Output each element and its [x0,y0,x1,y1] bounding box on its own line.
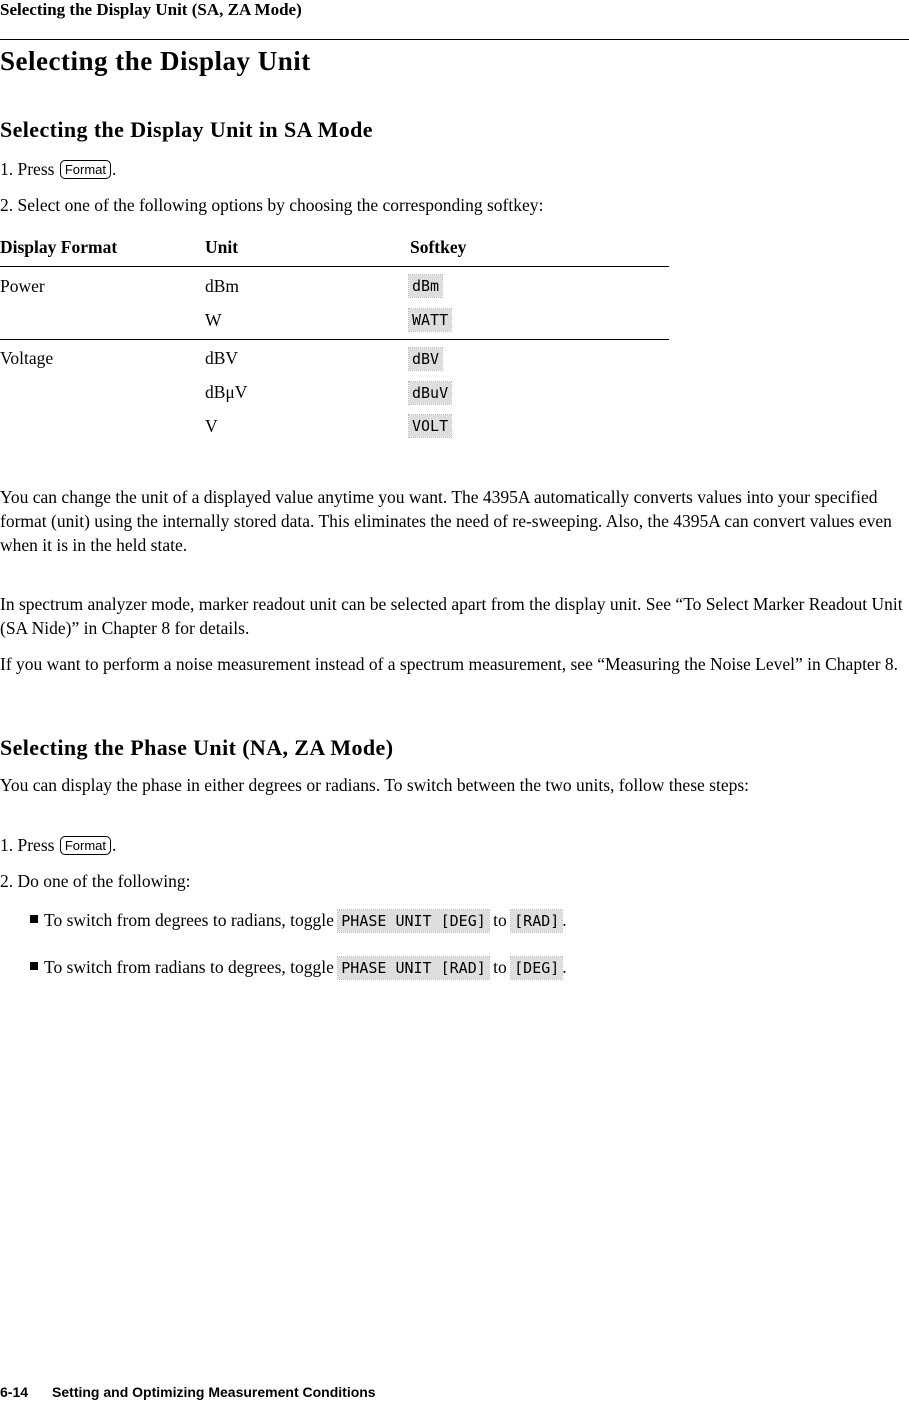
softkey-dbm[interactable]: dBm [409,275,442,297]
section-heading-phase: Selecting the Phase Unit (NA, ZA Mode) [0,735,394,760]
softkey-watt[interactable]: WATT [409,309,451,331]
bullet-icon [30,962,38,970]
running-head: Selecting the Display Unit (SA, ZA Mode) [0,0,302,19]
softkey-volt[interactable]: VOLT [409,415,451,437]
step-2-phase: 2. Do one of the following: [0,871,191,891]
step-1-sa [0,157,905,181]
page-title: Selecting the Display Unit [0,46,311,76]
page-footer [0,1384,376,1400]
step-1-phase [0,833,905,857]
softkey-phase-unit-deg[interactable]: PHASE UNIT [DEG] [338,910,489,932]
table-row-unit: V [205,416,218,436]
bullet-text: To switch from radians to degrees, toggle [44,957,339,977]
bullet-end: . [562,910,567,930]
section-heading-sa: Selecting the Display Unit in SA Mode [0,117,373,142]
format-key[interactable]: Format [60,836,111,855]
bullet-mid: to [488,957,512,977]
softkey-phase-unit-rad[interactable]: PHASE UNIT [RAD] [338,957,489,979]
softkey-rad[interactable]: [RAD] [511,910,562,932]
list-item [30,955,900,979]
step-1-sa-prefix: 1. Press [0,159,59,179]
page-number: 6-14 [0,1384,29,1400]
step-1-phase-prefix: 1. Press [0,835,59,855]
table-row-unit: W [205,310,222,330]
step-1-sa-suffix: . [112,159,117,179]
table-header-rule [0,266,669,267]
table-row-unit: dBV [205,348,239,368]
header-rule [0,39,909,40]
paragraph-noise: If you want to perform a noise measurement instead of a spectrum measurement, see “Measuring the Noise Level” in Chapter 8. [0,654,899,674]
bullet-mid: to [488,910,512,930]
table-row-unit: dBm [205,276,240,296]
bullet-icon [30,915,38,923]
table-row-format: Power [0,276,45,296]
format-key[interactable]: Format [60,160,111,179]
table-header-unit: Unit [205,237,239,257]
softkey-dbuv[interactable]: dBuV [409,382,451,404]
table-header-format: Display Format [0,237,118,257]
table-row-unit: dBμV [205,382,248,402]
chapter-title: Setting and Optimizing Measurement Conditions [52,1384,376,1400]
paragraph-convert: You can change the unit of a displayed value anytime you want. The 4395A automatically converts values into your specified format (unit) using the internally stored data. This eliminates the need of re-sweeping. Also, the 4395A can convert values even when it is in the held state. [0,487,892,555]
bullet-text: To switch from degrees to radians, toggle [44,910,339,930]
step-2-sa: 2. Select one of the following options by choosing the corresponding softkey: [0,195,544,215]
softkey-deg[interactable]: [DEG] [511,957,562,979]
bullet-end: . [562,957,567,977]
table-row-format: Voltage [0,348,54,368]
paragraph-phase: You can display the phase in either degrees or radians. To switch between the two units, follow these steps: [0,775,750,795]
table-header-softkey: Softkey [410,237,467,257]
paragraph-marker-readout: In spectrum analyzer mode, marker readout unit can be selected apart from the display unit. See “To Select Marker Readout Unit (SA Nide)” in Chapter 8 for details. [0,594,903,638]
step-1-phase-suffix: . [112,835,117,855]
softkey-dbv[interactable]: dBV [409,348,442,370]
table-group-rule [0,339,669,340]
list-item [30,908,900,932]
